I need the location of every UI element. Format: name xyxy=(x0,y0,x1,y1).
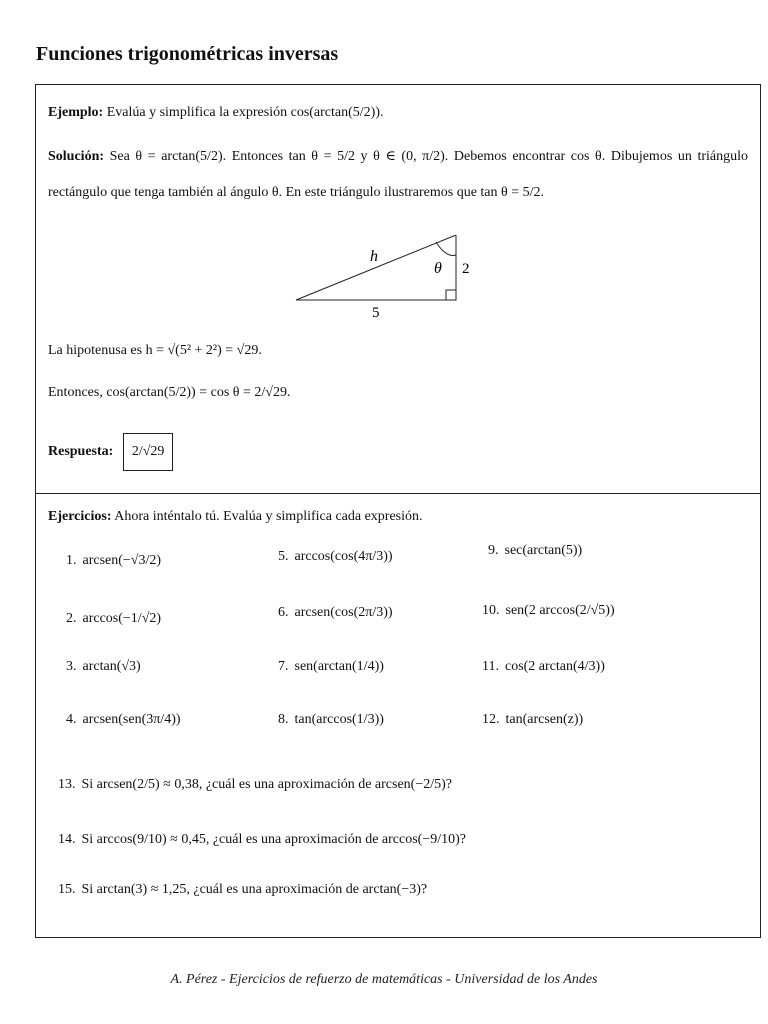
solution-label: Solución: xyxy=(48,149,105,164)
exercise-expression: sec(arctan(5)) xyxy=(504,543,583,558)
exercises-intro: Ahora inténtalo tú. Evalúa y simplifica cada expresión. xyxy=(114,509,423,524)
exercise-item-3 xyxy=(66,657,141,677)
hypotenuse-line: La hipotenusa es h = √(5² + 2²) = √29. xyxy=(48,343,262,358)
exercise-item-15 xyxy=(58,880,427,900)
hypotenuse-label: h xyxy=(370,248,378,265)
exercise-expression: cos(2 arctan(4/3)) xyxy=(504,659,605,674)
exercise-number: 1. xyxy=(66,553,77,568)
example-text: Evalúa y simplifica la expresión cos(arctan(5/2)). xyxy=(106,105,384,120)
triangle-shape xyxy=(296,235,456,300)
exercise-item-4 xyxy=(66,710,181,730)
exercise-number: 4. xyxy=(66,712,77,727)
exercise-expression: arctan(√3) xyxy=(82,659,141,674)
exercise-expression: arccos(−1/√2) xyxy=(82,611,162,626)
exercise-item-5 xyxy=(278,547,393,567)
solution-paragraph xyxy=(48,139,748,211)
exercise-number: 8. xyxy=(278,712,289,727)
exercise-expression: arcsen(cos(2π/3)) xyxy=(294,605,393,620)
answer-box: 2/√29 xyxy=(123,433,174,471)
angle-label: θ xyxy=(434,260,442,277)
exercise-item-13 xyxy=(58,775,452,795)
right-angle-mark xyxy=(446,290,456,300)
exercise-expression: Si arccos(9/10) ≈ 0,45, ¿cuál es una aproximación de arccos(−9/10)? xyxy=(81,832,466,847)
right-triangle-figure xyxy=(286,235,486,323)
solution-text: Sea θ = arctan(5/2). Entonces tan θ = 5/2 y θ ∈ (0, π/2). Debemos encontrar cos θ. Dibujemos un triángulo rectángulo que tenga también al ángulo θ. En este triángulo ilustraremos que tan θ = 5/2. xyxy=(48,149,748,200)
exercise-item-9 xyxy=(488,541,582,561)
exercise-number: 13. xyxy=(58,777,76,792)
page-title: Funciones trigonométricas inversas xyxy=(36,43,339,65)
vertical-side-label: 2 xyxy=(462,261,470,277)
exercise-number: 3. xyxy=(66,659,77,674)
exercise-number: 11. xyxy=(482,659,499,674)
exercise-item-6 xyxy=(278,603,393,623)
exercise-number: 7. xyxy=(278,659,289,674)
answer-label: Respuesta: xyxy=(48,444,114,459)
exercise-number: 2. xyxy=(66,611,77,626)
exercise-number: 9. xyxy=(488,543,499,558)
exercise-item-1 xyxy=(66,551,161,571)
exercise-expression: sen(2 arccos(2/√5)) xyxy=(505,603,615,618)
content-frame xyxy=(35,84,761,938)
exercise-expression: sen(arctan(1/4)) xyxy=(294,659,384,674)
exercise-expression: Si arcsen(2/5) ≈ 0,38, ¿cuál es una aproximación de arcsen(−2/5)? xyxy=(81,777,452,792)
exercise-item-10 xyxy=(482,601,615,621)
section-divider xyxy=(36,493,760,494)
exercise-number: 6. xyxy=(278,605,289,620)
exercise-expression: arcsen(sen(3π/4)) xyxy=(82,712,181,727)
answer-line xyxy=(48,433,173,471)
exercises-intro-line xyxy=(48,507,423,527)
angle-arc xyxy=(436,242,456,255)
exercise-expression: tan(arccos(1/3)) xyxy=(294,712,384,727)
exercise-item-7 xyxy=(278,657,384,677)
page-footer: A. Pérez - Ejercicios de refuerzo de matemáticas - Universidad de los Andes xyxy=(170,972,598,987)
exercise-expression: tan(arcsen(z)) xyxy=(505,712,584,727)
exercise-item-11 xyxy=(482,657,605,677)
exercise-expression: arccos(cos(4π/3)) xyxy=(294,549,393,564)
exercise-item-2 xyxy=(66,609,161,629)
exercise-number: 10. xyxy=(482,603,500,618)
exercise-number: 12. xyxy=(482,712,500,727)
example-line xyxy=(48,103,384,123)
exercise-item-8 xyxy=(278,710,384,730)
exercise-item-14 xyxy=(58,830,466,850)
exercise-item-12 xyxy=(482,710,583,730)
exercise-number: 5. xyxy=(278,549,289,564)
then-line: Entonces, cos(arctan(5/2)) = cos θ = 2/√29. xyxy=(48,385,291,400)
example-label: Ejemplo: xyxy=(48,105,104,120)
exercise-number: 15. xyxy=(58,882,76,897)
exercise-expression: arcsen(−√3/2) xyxy=(82,553,162,568)
exercises-label: Ejercicios: xyxy=(48,509,112,524)
exercise-expression: Si arctan(3) ≈ 1,25, ¿cuál es una aproximación de arctan(−3)? xyxy=(81,882,428,897)
exercise-number: 14. xyxy=(58,832,76,847)
base-side-label: 5 xyxy=(372,305,380,321)
